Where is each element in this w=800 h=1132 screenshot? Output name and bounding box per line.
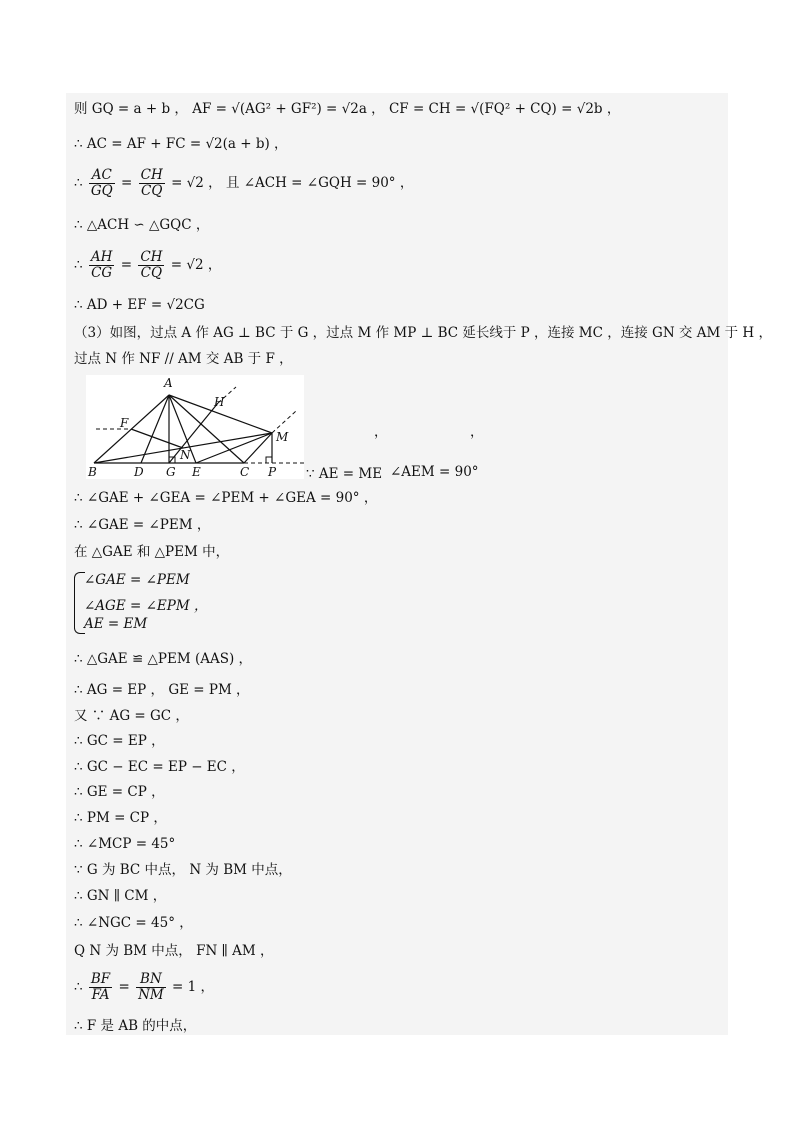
line-25: ∴ $\frac{BF}{FA}$ = $\frac{BN}{NM}$ = 1 ，	[74, 971, 215, 1003]
line-11: ∴ ∠GAE = ∠PEM ，	[74, 517, 211, 533]
line-1: 则 GQ = a + b ， AF = √(AG² + GF²) = √2a ， CF = CH = √(FQ² + CQ) = √2b ，	[74, 101, 621, 117]
label-n: N	[180, 448, 191, 462]
line-15: 又 ∵ AG = GC ，	[74, 708, 189, 724]
fraction-ch-cq-2: $\frac{CH}{CQ}$	[140, 249, 163, 281]
label-f: F	[120, 416, 129, 430]
system-line-2: ∠AGE = ∠EPM ，	[84, 598, 208, 614]
line-23: ∴ ∠NGC = 45° ，	[74, 915, 193, 931]
line-20: ∴ ∠MCP = 45°	[74, 836, 176, 852]
line-16: ∴ GC = EP ，	[74, 733, 165, 749]
fraction-ac-gq: $\frac{AC}{GQ}$	[90, 167, 113, 199]
therefore-symbol: ∴	[74, 175, 83, 191]
line-6: ∴ AD + EF = √2CG	[74, 297, 205, 313]
given-angle-aem: ∠AEM = 90°	[390, 464, 479, 480]
line-24: Q N 为 BM 中点， FN ∥ AM ，	[74, 943, 274, 959]
given-ae-me: ∵ AE = ME	[306, 466, 383, 482]
label-c: C	[240, 465, 250, 479]
line-22: ∴ GN ∥ CM ，	[74, 888, 167, 904]
line-17: ∴ GC − EC = EP − EC ，	[74, 759, 245, 775]
line-2: ∴ AC = AF + FC = √2(a + b) ，	[74, 136, 288, 152]
label-g: G	[166, 465, 176, 479]
fraction-ah-cg: $\frac{AH}{CG}$	[90, 249, 113, 281]
label-d: D	[134, 465, 144, 479]
fraction-ch-cq: $\frac{CH}{CQ}$	[140, 167, 163, 199]
line-14: ∴ AG = EP ， GE = PM ，	[74, 682, 250, 698]
stray-comma-1: ，	[374, 424, 388, 440]
fraction-bf-fa: $\frac{BF}{FA}$	[90, 971, 111, 1003]
system-line-3: AE = EM	[84, 616, 148, 632]
line-12: 在 △GAE 和 △PEM 中，	[74, 544, 230, 560]
line-7: （3）如图，过点 A 作 AG ⊥ BC 于 G ，过点 M 作 MP ⊥ BC 延长线于 P ，连接 MC ，连接 GN 交 AM 于 H ，	[74, 325, 772, 341]
line-10: ∴ ∠GAE + ∠GEA = ∠PEM + ∠GEA = 90° ，	[74, 490, 378, 506]
label-p: P	[268, 465, 277, 479]
line-21: ∵ G 为 BC 中点， N 为 BM 中点，	[74, 862, 292, 878]
line-18: ∴ GE = CP ，	[74, 784, 165, 800]
geometry-figure	[86, 375, 306, 479]
label-e: E	[192, 465, 201, 479]
fraction-bn-nm: $\frac{BN}{NM}$	[138, 971, 164, 1003]
label-a: A	[164, 376, 173, 390]
line-5: ∴ $\frac{AH}{CG}$ = $\frac{CH}{CQ}$ = √2 ，	[74, 249, 222, 281]
label-m: M	[276, 430, 289, 444]
line-3: ∴ $\frac{AC}{GQ}$ = $\frac{CH}{CQ}$ = √2 ， 且 ∠ACH = ∠GQH = 90° ，	[74, 167, 414, 199]
stray-comma-2: ，	[470, 424, 484, 440]
line-19: ∴ PM = CP ，	[74, 810, 167, 826]
line-13: ∴ △GAE ≌ △PEM (AAS) ，	[74, 651, 253, 667]
line-8: 过点 N 作 NF // AM 交 AB 于 F ，	[74, 351, 293, 367]
label-h: H	[214, 395, 225, 409]
line-26: ∴ F 是 AB 的中点，	[74, 1018, 197, 1034]
label-b: B	[88, 465, 97, 479]
line-4: ∴ △ACH ∽ △GQC ，	[74, 217, 210, 233]
system-line-1: ∠GAE = ∠PEM	[84, 572, 190, 588]
